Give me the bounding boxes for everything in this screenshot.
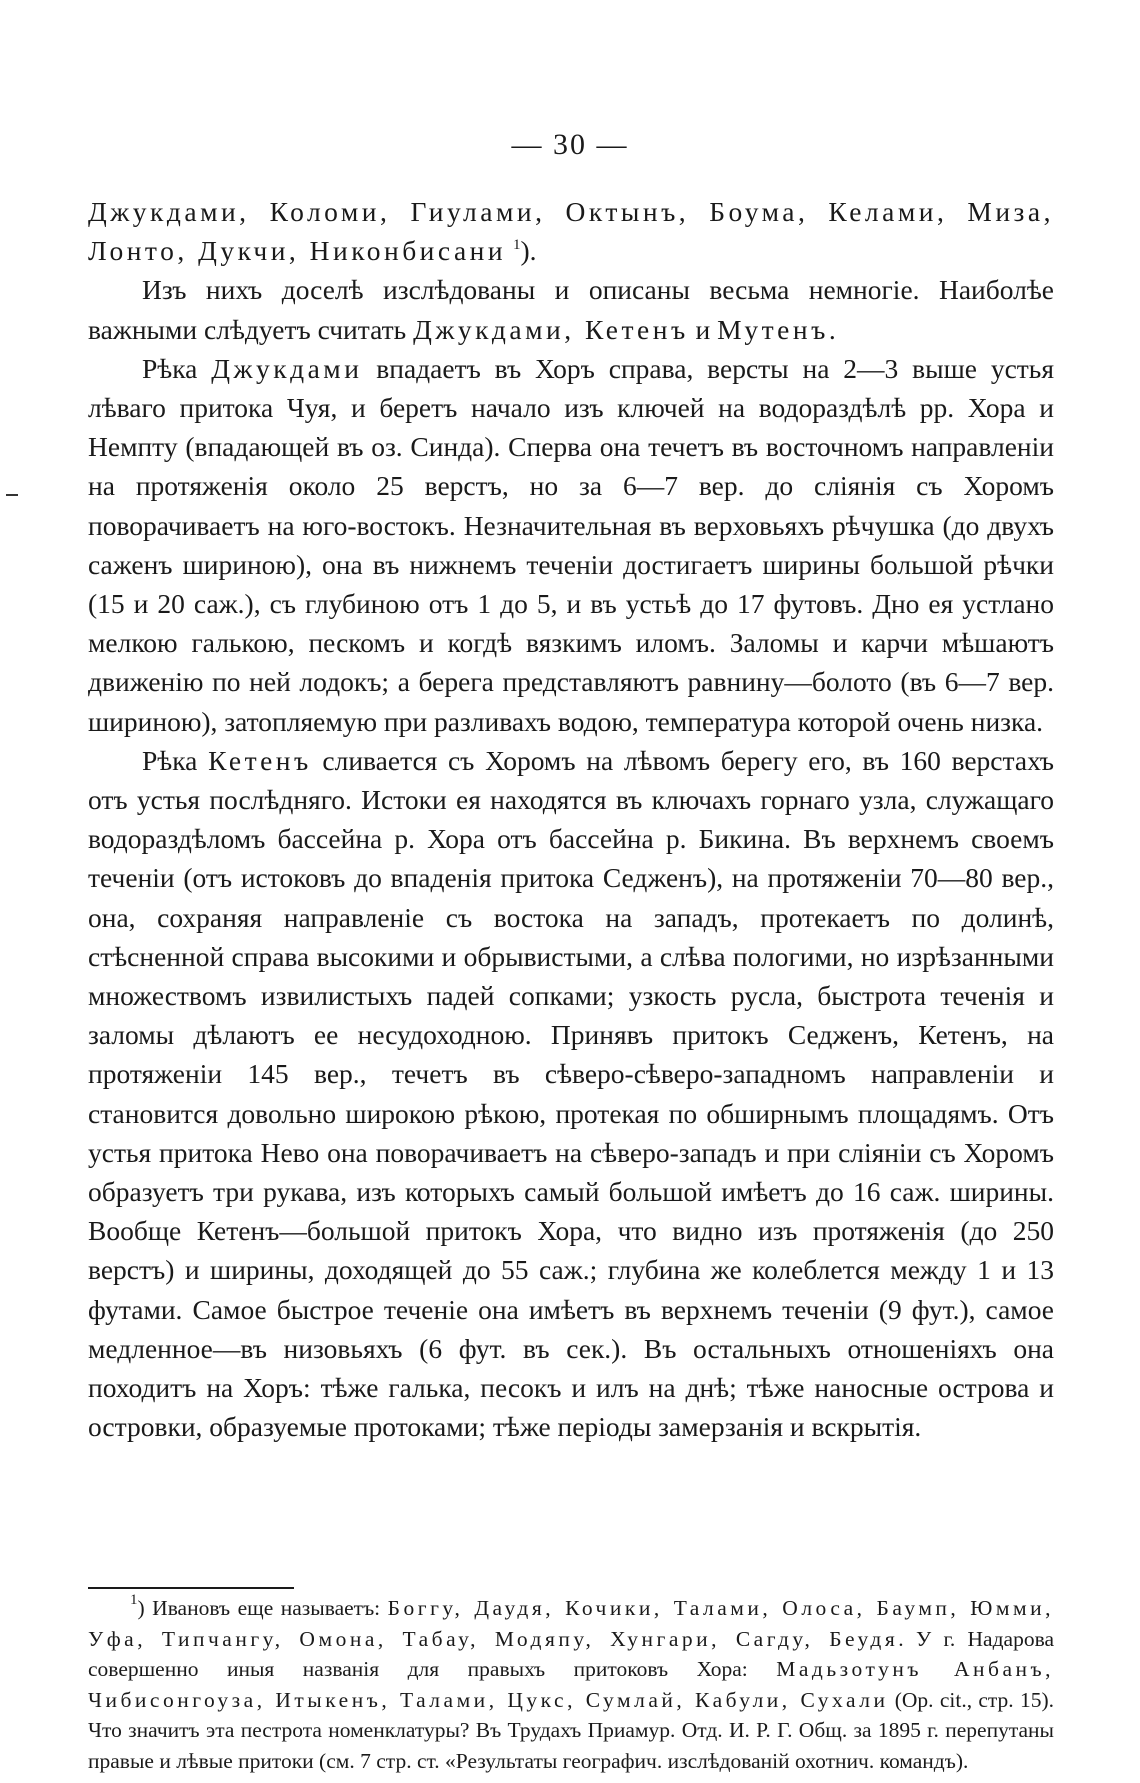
paragraph-4-text: сливается съ Хоромъ на лѣвомъ берегу его, въ 160 верстахъ отъ устья послѣдняго. Истоки ея находятся въ ключахъ горнаго узла, служащаго водораздѣломъ бассейна р. Хора отъ бассейна р. Бикина. Въ верхнемъ своемъ теченіи (отъ истоковъ до впаденія притока Седженъ), на протяженіи 70—80 вер., она, сохраняя направленіе съ востока на западъ, протекаетъ по долинѣ, стѣсненной справа высокими и обрывистыми, а слѣва пологими, но изрѣзанными множествомъ извилистыхъ падей сопками; узкость русла, быстрота теченія и заломы дѣлаютъ ее несудоходною. Принявъ притокъ Седженъ, Кетенъ, на протяженіи 145 вер., течетъ въ сѣверо-сѣверо-западномъ направленіи и становится довольно широкою рѣкою, протекая по обширнымъ площадямъ. Отъ устья притока Нево она поворачиваетъ на сѣверо-западъ и при сліяніи съ Хоромъ образуетъ три рукава, изъ которыхъ самый большой имѣетъ до 16 саж. ширины. Вообще Кетенъ—большой притокъ Хора, что видно изъ протяженія (до 250 верстъ) и ширины, доходящей до 55 саж.; глубина же колеблется между 1 и 13 футами. Самое быстрое теченіе она имѣетъ въ верхнемъ теченіи (9 фут.), самое медленное—въ низовьяхъ (6 фут. въ сек.). Въ остальныхъ отношеніяхъ она походитъ на Хоръ: тѣже галька, песокъ и илъ на днѣ; тѣже наносные острова и островки, образуемые протоками; тѣже періоды замерзанія и вскрытія. <box>88 744 1054 1443</box>
river-name-keten: Кетенъ <box>208 744 312 776</box>
footnote-reference: 1 <box>512 237 521 254</box>
river-names: Джукдами, Кетенъ <box>413 313 689 345</box>
river-name-dzhukdami: Джукдами <box>211 352 363 384</box>
footnote-text-a: ) Ивановъ еще называетъ: <box>137 1596 388 1620</box>
footnote-names-2: Мадьзотунъ Анбанъ, Чибисонгоуза, Итыкенъ, Талами, Цукс, Сумлай, Кабули, Сухали <box>88 1657 1054 1712</box>
paragraph-4-start: Рѣка <box>142 744 209 776</box>
paragraph-2-text: Изъ нихъ доселѣ изслѣдованы и описаны весьма немногіе. Наиболѣе важными слѣдуетъ считать <box>88 274 1054 345</box>
page-number: — 30 — <box>511 128 629 161</box>
footnote-marker: 1 <box>130 1592 138 1608</box>
paragraph-3-text: впадаетъ въ Хоръ справа, версты на 2—3 выше устья лѣваго притока Чуя, и беретъ начало изъ ключей на водораздѣлѣ рр. Хора и Немпту (впадающей въ оз. Синда). Сперва она течетъ въ восточномъ направленіи на протяженія около 25 верстъ, но за 6—7 вер. до сліянія съ Хоромъ поворачиваетъ на юго-востокъ. Незначительная въ верховьяхъ рѣчушка (до двухъ саженъ шириною), она въ нижнемъ теченіи достигаетъ ширины большой рѣчки (15 и 20 саж.), съ глубиною отъ 1 до 5, и въ устьѣ до 17 футовъ. Дно ея устлано мелкою галькою, пескомъ и когдѣ вязкимъ иломъ. Заломы и карчи мѣшаютъ движенію по ней лодокъ; а берега представляютъ равнину—болото (въ 6—7 вер. шириною), затопляемую при разливахъ водою, температура которой очень низка. <box>88 352 1054 737</box>
paragraph-1-end: ). <box>520 235 537 267</box>
footnote <box>88 1593 1054 1776</box>
paragraph-3 <box>88 349 1054 741</box>
footnote-text-b: . У г. Надарова совершенно иныя названія для правыхъ притоковъ Хора: <box>88 1626 1054 1681</box>
paragraph-2-end: . <box>828 313 836 345</box>
margin-mark <box>6 494 18 496</box>
footnote-text-c: (Op. cit., стр. 15). Что значитъ эта пестрота номенклатуры? Въ Трудахъ Приамур. Отд. И. Р. Г. Общ. за 1895 г. перепутаны правые и лѣвые притоки (см. 7 стр. ст. «Результаты географич. изслѣдованій охотнич. командъ). <box>88 1687 1054 1773</box>
footnote-names-1: Боггу, Даудя, Кочики, Талами, Олоса, Баумп, Юмми, Уфа, Типчангу, Омона, Табау, Модяпу, Хунгари, Сагду, Беудя <box>88 1596 1055 1651</box>
footnote-paragraph <box>88 1593 1054 1776</box>
river-name-muten: Мутенъ <box>717 313 829 345</box>
paragraph-3-start: Рѣка <box>142 352 212 384</box>
river-names-list: Джукдами, Коломи, Гиулами, Октынъ, Боума, Келами, Миза, Лонто, Дукчи, Никонбисани <box>88 196 1054 267</box>
paragraph-2 <box>88 270 1054 348</box>
main-text <box>88 192 1054 1447</box>
footnote-divider <box>88 1587 294 1589</box>
paragraph-1 <box>88 192 1054 270</box>
paragraph-4 <box>88 741 1054 1447</box>
paragraph-2-and: и <box>688 313 718 345</box>
